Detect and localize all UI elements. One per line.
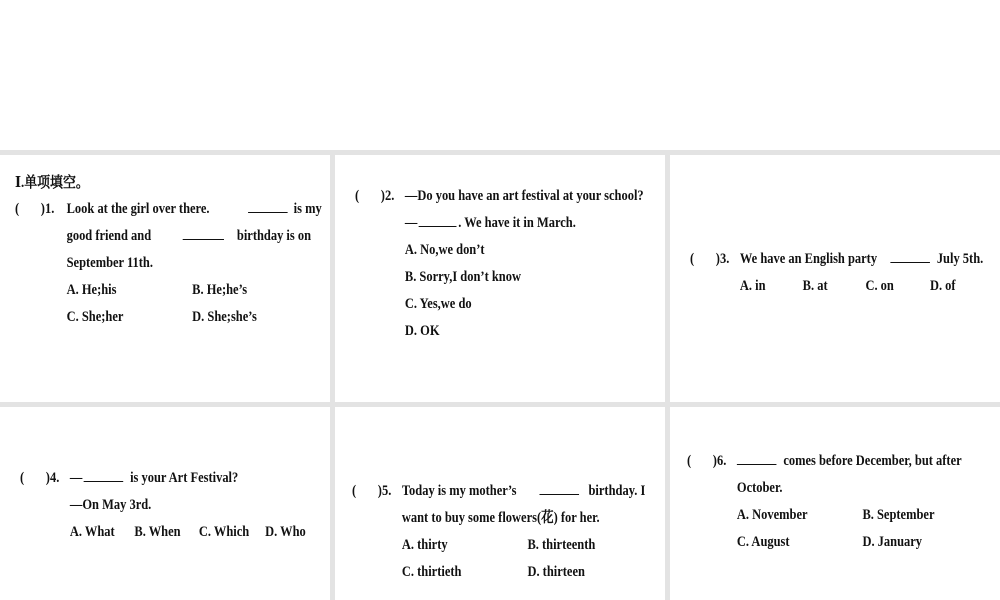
question-text: birthday is on	[236, 228, 312, 244]
question-text: comes before December, but after	[783, 453, 962, 469]
question-number: )5.	[377, 483, 392, 499]
question-number: )6.	[712, 453, 727, 469]
option-c: C. Which	[198, 524, 250, 540]
option-d: D. She;she’s	[192, 309, 257, 325]
section-title: Ⅰ.单项填空。	[15, 175, 89, 191]
option-c: C. She;her	[66, 309, 124, 325]
question-text: —Do you have an art festival at your school?	[404, 188, 644, 204]
option-b: B. Sorry,I don’t know	[404, 269, 521, 285]
option-b: B. When	[134, 524, 181, 540]
answer-text: —On May 3rd.	[69, 497, 152, 513]
answer-paren: (	[687, 453, 692, 469]
option-d: D. January	[862, 534, 923, 550]
question-text: July 5th.	[936, 251, 984, 267]
question-number: )2.	[380, 188, 395, 204]
option-d: D. thirteen	[527, 564, 585, 580]
answer-paren: (	[352, 483, 357, 499]
question-cell-6	[670, 407, 1000, 600]
option-b: B. thirteenth	[527, 537, 596, 553]
option-b: B. at	[802, 278, 828, 294]
option-c: C. August	[736, 534, 790, 550]
option-d: D. of	[929, 278, 956, 294]
question-cell-1	[0, 155, 330, 402]
answer-blank	[737, 448, 777, 475]
answer-paren: (	[690, 251, 695, 267]
option-d: D. OK	[404, 323, 440, 339]
dash: —	[69, 470, 83, 486]
question-number: )1.	[40, 201, 55, 217]
question-cell-4	[0, 407, 330, 600]
option-c: C. on	[865, 278, 894, 294]
question-text: is your Art Festival?	[130, 470, 239, 486]
question-text: birthday. I	[588, 483, 646, 499]
question-text: Today is my mother’s	[401, 483, 517, 499]
option-d: D. Who	[265, 524, 306, 540]
answer-blank	[183, 223, 224, 250]
dash: —	[404, 215, 418, 231]
answer-paren: (	[20, 470, 25, 486]
question-text: September 11th.	[66, 255, 153, 271]
question-number: )4.	[45, 470, 60, 486]
question-text: want to buy some flowers(花) for her.	[401, 510, 600, 526]
option-a: A. thirty	[401, 537, 448, 553]
answer-blank	[84, 465, 124, 492]
top-blank-area	[0, 0, 1000, 150]
answer-paren: (	[355, 188, 360, 204]
answer-blank	[419, 210, 457, 237]
answer-blank	[890, 246, 930, 273]
answer-blank	[539, 478, 579, 505]
option-a: A. What	[69, 524, 115, 540]
option-a: A. in	[739, 278, 766, 294]
option-a: A. He;his	[66, 282, 117, 298]
answer-blank	[248, 196, 288, 223]
question-text: is my	[293, 201, 322, 217]
option-b: B. He;he’s	[192, 282, 248, 298]
option-c: C. Yes,we do	[404, 296, 472, 312]
question-cell-5	[335, 407, 665, 600]
question-number: )3.	[715, 251, 730, 267]
question-text: . We have it in March.	[458, 215, 576, 231]
question-cell-2	[335, 155, 665, 402]
option-b: B. September	[862, 507, 935, 523]
question-grid	[0, 150, 1000, 600]
question-text: good friend and	[66, 228, 152, 244]
question-text: Look at the girl over there.	[66, 201, 210, 217]
option-c: C. thirtieth	[401, 564, 462, 580]
question-cell-3	[670, 155, 1000, 402]
question-text: We have an English party	[739, 251, 878, 267]
option-a: A. November	[736, 507, 808, 523]
question-text: October.	[736, 480, 783, 496]
answer-paren: (	[15, 201, 20, 217]
option-a: A. No,we don’t	[404, 242, 485, 258]
